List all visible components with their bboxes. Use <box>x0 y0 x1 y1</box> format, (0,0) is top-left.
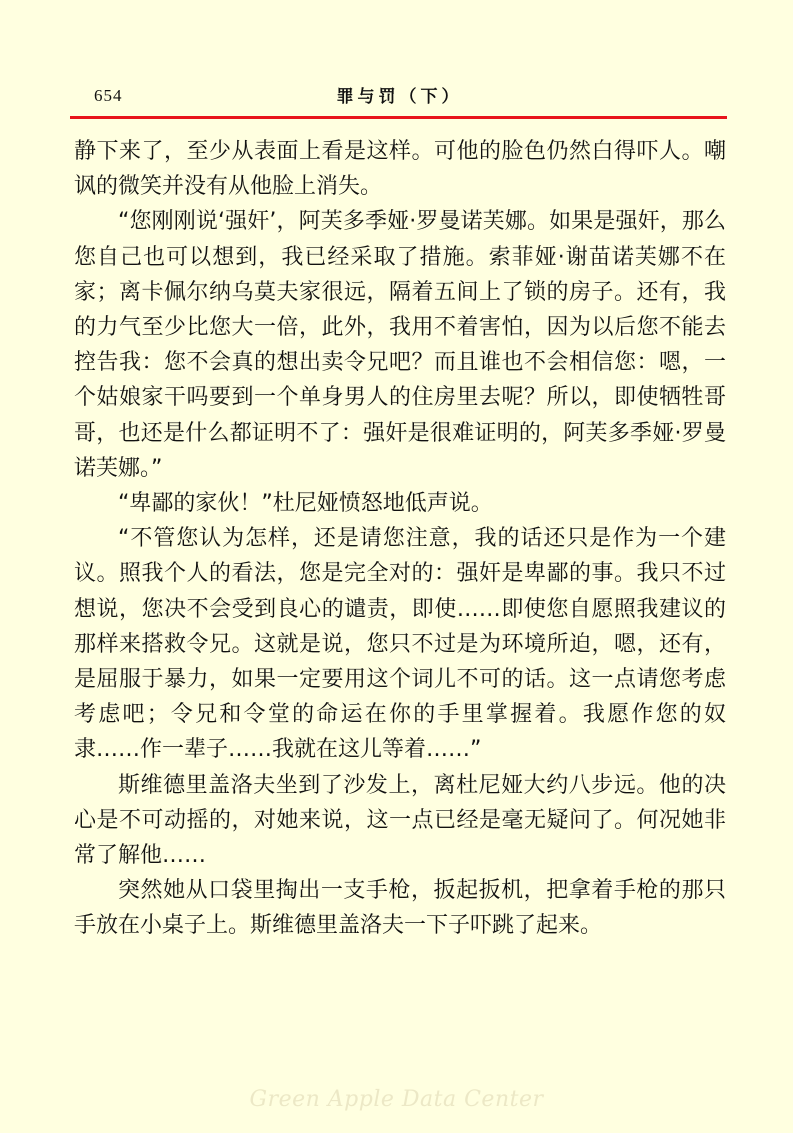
paragraph: 静下来了，至少从表面上看是这样。可他的脸色仍然白得吓人。嘲讽的微笑并没有从他脸上消失。 <box>74 139 726 200</box>
page-header <box>72 80 727 114</box>
header-rule <box>70 116 727 119</box>
page-number: 654 <box>94 86 123 105</box>
paragraph: “不管您认为怎样，还是请您注意，我的话还只是作为一个建议。照我个人的看法，您是完全对的：强奸是卑鄙的事。我只不过想说，您决不会受到良心的谴责，即使……即使您自愿照我建议的那样来搭救令兄。这就是说，您只不过是为环境所迫，嗯，还有，是屈服于暴力，如果一定要用这个词儿不可的话。这一点请您考虑考虑吧；令兄和令堂的命运在你的手里掌握着。我愿作您的奴隶……作一辈子……我就在这儿等着……” <box>74 526 726 763</box>
paragraph: 斯维德里盖洛夫坐到了沙发上，离杜尼娅大约八步远。他的决心是不可动摇的，对她来说，这一点已经是毫无疑问了。何况她非常了解他…… <box>74 772 726 869</box>
watermark: Green Apple Data Center <box>249 1087 544 1112</box>
paragraph: 突然她从口袋里掏出一支手枪，扳起扳机，把拿着手枪的那只手放在小桌子上。斯维德里盖洛夫一下子吓跳了起来。 <box>74 878 726 939</box>
book-title: 罪与罚（下） <box>336 87 463 107</box>
paragraph: “卑鄙的家伙！”杜尼娅愤怒地低声说。 <box>118 491 493 517</box>
body-text <box>74 134 726 944</box>
paragraph: “您刚刚说‘强奸’，阿芙多季娅·罗曼诺芙娜。如果是强奸，那么您自己也可以想到，我已经采取了措施。索菲娅·谢苗诺芙娜不在家；离卡佩尔纳乌莫夫家很远，隔着五间上了锁的房子。还有，我的力气至少比您大一倍，此外，我用不着害怕，因为以后您不能去控告我：您不会真的想出卖令兄吧？而且谁也不会相信您：嗯，一个姑娘家干吗要到一个单身男人的住房里去呢？所以，即使牺牲哥哥，也还是什么都证明不了：强奸是很难证明的，阿芙多季娅·罗曼诺芙娜。” <box>74 209 726 481</box>
